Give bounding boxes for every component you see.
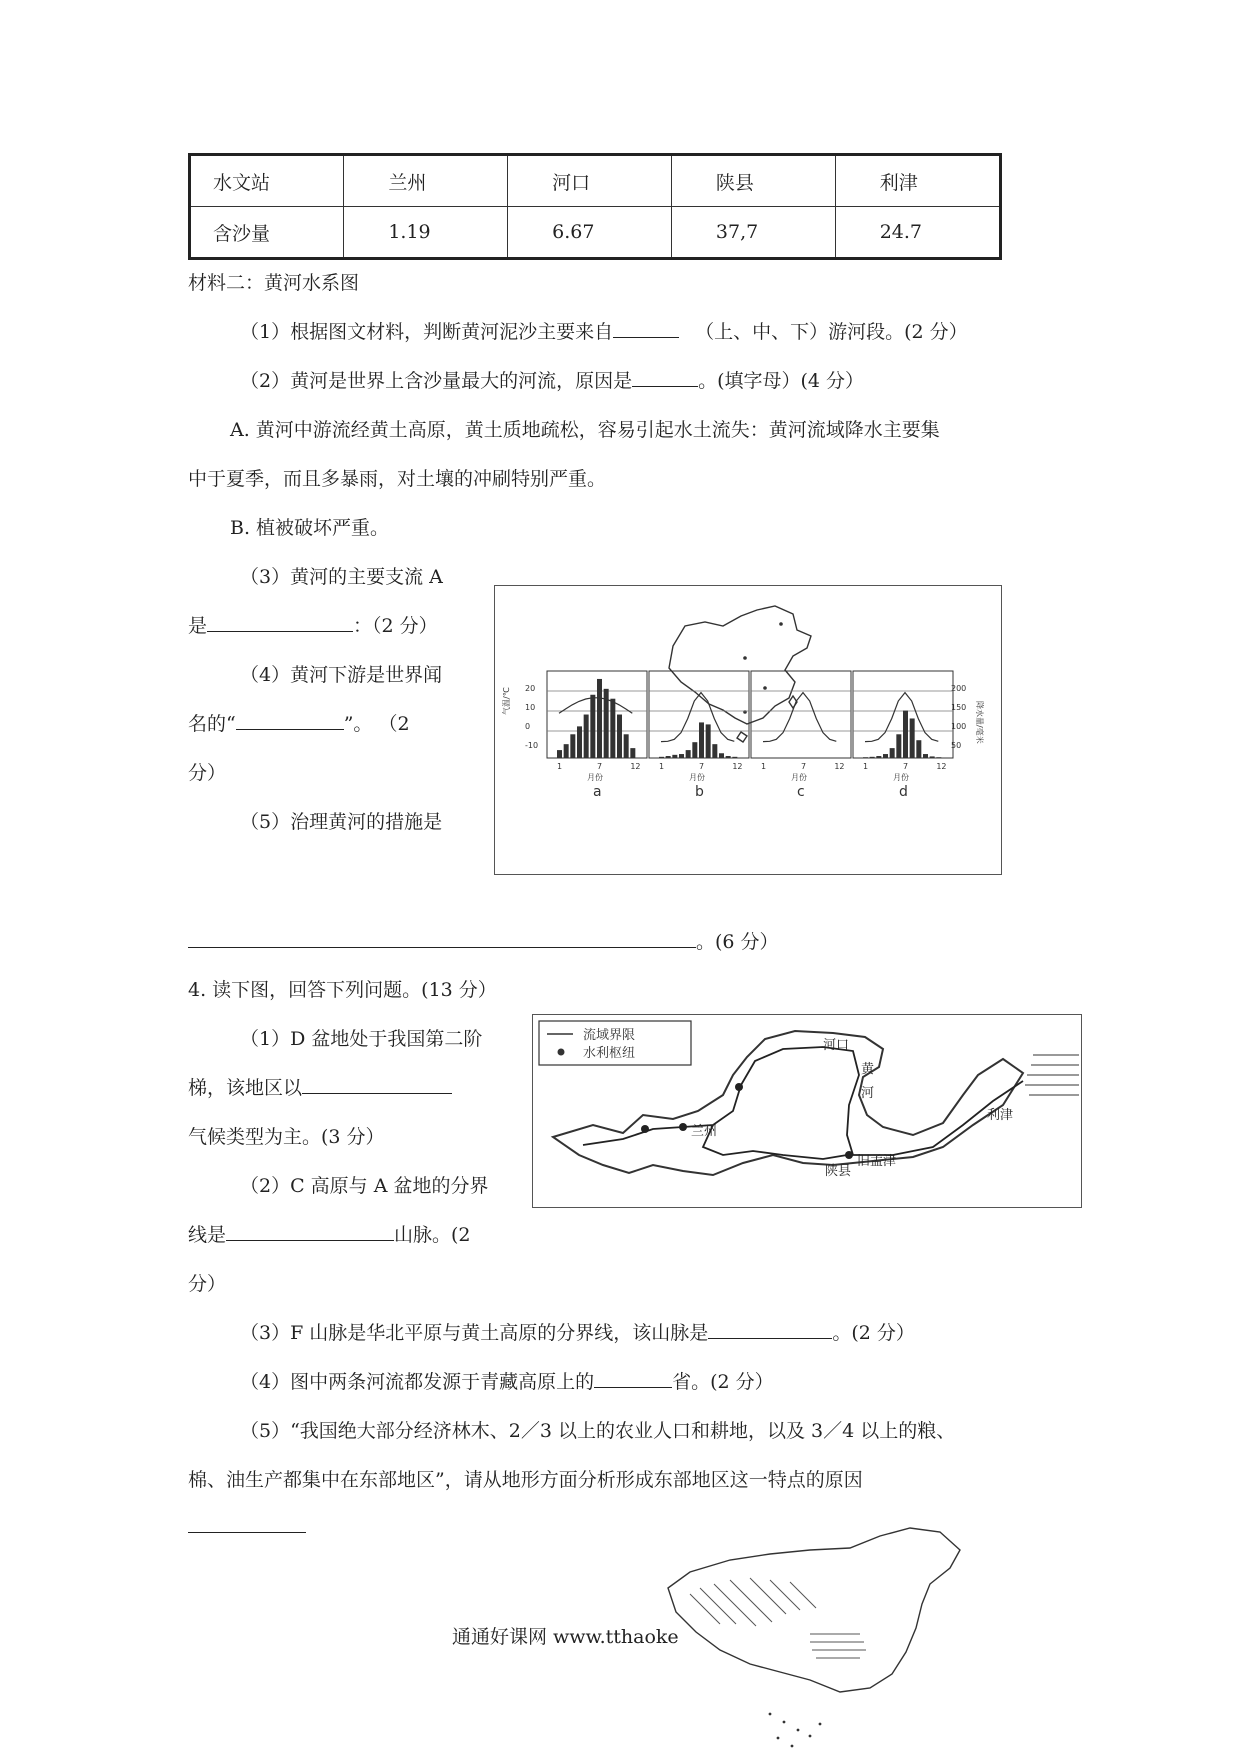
question-4-4: （4）图中两条河流都发源于青藏高原上的 省。(2 分）	[240, 1371, 774, 1393]
map-label-he: 河	[861, 1086, 875, 1101]
panel-label: a	[593, 784, 602, 800]
precip-bar	[890, 748, 895, 758]
table-cell: 1.19	[344, 207, 508, 259]
left-tick-label: 0	[525, 722, 531, 731]
x-tick-label: 7	[597, 762, 603, 771]
precip-bar	[719, 753, 724, 758]
precip-bar	[557, 750, 562, 758]
precip-bar	[590, 695, 595, 758]
hub-dots	[641, 1083, 853, 1159]
precip-bar	[876, 756, 881, 758]
precip-bar	[564, 744, 569, 758]
question-4-title: 4. 读下图，回答下列问题。(13 分）	[188, 979, 497, 1001]
precip-bar	[666, 756, 671, 758]
legend-boundary-label: 流域界限	[583, 1028, 636, 1043]
precip-bar	[916, 740, 921, 758]
precip-bar	[630, 748, 635, 758]
precip-bar	[617, 715, 622, 758]
precip-bar	[923, 754, 928, 758]
precip-bar	[712, 744, 717, 758]
right-tick-label: 100	[951, 722, 967, 731]
panel-label: d	[899, 784, 908, 800]
map-label-huang: 黄	[861, 1062, 875, 1077]
question-4-5-line2: 棉、油生产都集中在东部地区”，请从地形方面分析形成东部地区这一特点的原因	[188, 1469, 863, 1491]
right-tick-label: 200	[951, 684, 967, 693]
temp-curve	[865, 693, 938, 742]
answer-blank[interactable]	[226, 1222, 394, 1241]
x-tick-label: 1	[557, 762, 563, 771]
precip-bar	[699, 722, 704, 758]
climate-figure-svg	[495, 586, 1001, 874]
precip-bar	[706, 724, 711, 758]
question-4-3: （3）F 山脉是华北平原与黄土高原的分界线，该山脉是 。(2 分）	[240, 1322, 915, 1344]
table-header-cell: 陕县	[671, 155, 835, 207]
precip-bar	[570, 734, 575, 758]
map-label-lanzhou: 兰州	[691, 1124, 718, 1139]
answer-blank[interactable]	[302, 1075, 452, 1094]
left-tick-label: -10	[525, 741, 539, 750]
table-cell: 37,7	[671, 207, 835, 259]
table-header-cell: 利津	[835, 155, 1000, 207]
x-axis-label: 月份	[893, 773, 909, 782]
table-header-cell: 兰州	[344, 155, 508, 207]
question-4-2-line2: 线是 山脉。(2	[188, 1224, 471, 1246]
legend-hub-label: 水利枢纽	[583, 1046, 636, 1061]
question-4-1-line1: （1）D 盆地处于我国第二阶	[240, 1028, 483, 1050]
answer-blank[interactable]	[188, 1514, 306, 1533]
x-tick-label: 7	[801, 762, 807, 771]
climate-panel-c	[751, 671, 851, 800]
precip-bar	[624, 734, 629, 758]
map-label-jiumengjin: 旧孟津	[857, 1154, 897, 1169]
yellow-river-map-svg	[533, 1015, 1081, 1207]
hydro-station-table	[188, 153, 1002, 260]
panel-label: b	[695, 784, 704, 800]
x-tick-label: 12	[936, 762, 947, 771]
yellow-river-map	[532, 1014, 1082, 1208]
terrain-hatching	[690, 1578, 866, 1658]
table-row	[190, 155, 1001, 207]
question-3-3-line1: （3）黄河的主要支流 A	[240, 566, 443, 588]
question-4-1-line2: 梯，该地区以	[188, 1073, 452, 1100]
question-3-4-line1: （4）黄河下游是世界闻	[240, 664, 443, 686]
question-3-4-line3: 分）	[188, 762, 227, 784]
precip-bar	[584, 715, 589, 758]
climate-figure	[494, 585, 1002, 875]
climate-panel-d	[853, 671, 953, 800]
question-4-5-blank	[188, 1514, 306, 1538]
x-tick-label: 12	[630, 762, 641, 771]
panel-label: c	[797, 784, 805, 800]
precip-bar	[883, 754, 888, 758]
precip-bar	[936, 757, 941, 758]
right-tick-label: 150	[951, 703, 967, 712]
x-tick-label: 1	[863, 762, 869, 771]
x-tick-label: 1	[761, 762, 767, 771]
precip-bar	[910, 718, 915, 758]
answer-blank[interactable]	[188, 929, 696, 948]
question-3-3-line2: 是 ：（2 分）	[188, 615, 438, 637]
table-row-label: 含沙量	[190, 207, 344, 259]
precip-bar	[679, 754, 684, 758]
precip-bar	[726, 756, 731, 758]
option-a-line2: 中于夏季，而且多暴雨，对土壤的冲刷特别严重。	[188, 468, 607, 490]
x-tick-label: 12	[834, 762, 845, 771]
table-row	[190, 207, 1001, 259]
option-b: B. 植被破坏严重。	[230, 517, 390, 539]
climate-panel-b	[649, 671, 749, 800]
x-tick-label: 12	[732, 762, 743, 771]
china-outline-map	[669, 606, 811, 742]
right-axis-unit: 降水量/毫米	[975, 701, 984, 744]
footer-watermark: 通通好课网 www.tthaoke	[450, 1622, 681, 1649]
question-4-2-line1: （2）C 高原与 A 盆地的分界	[240, 1175, 489, 1197]
answer-blank[interactable]	[613, 319, 679, 338]
precip-bar	[903, 711, 908, 758]
table-cell: 6.67	[508, 207, 672, 259]
map-legend	[539, 1021, 691, 1065]
table-header-cell: 水文站	[190, 155, 344, 207]
right-tick-label: 50	[951, 741, 962, 750]
sea-hatching	[1025, 1055, 1079, 1095]
question-4-5-line1: （5）“我国绝大部分经济林木、2／3 以上的农业人口和耕地，以及 3／4 以上的粮、	[240, 1420, 956, 1442]
china-terrain-map	[660, 1524, 1000, 1754]
question-3-5-line1: （5）治理黄河的措施是	[240, 811, 443, 833]
temp-curve	[661, 693, 734, 742]
question-3-2: （2）黄河是世界上含沙量最大的河流，原因是 。(填字母）(4 分）	[240, 370, 865, 392]
precip-bar	[672, 755, 677, 758]
map-label-hekou: 河口	[823, 1038, 850, 1053]
left-axis-unit: 气温/℃	[502, 687, 511, 715]
answer-blank[interactable]	[632, 368, 698, 387]
table-cell: 24.7	[835, 207, 1000, 259]
answer-blank[interactable]	[708, 1320, 832, 1339]
left-tick-label: 10	[525, 703, 536, 712]
question-3-4-line2: 名的“ ”。 （2	[188, 713, 410, 735]
question-4-1-line3: 气候类型为主。(3 分）	[188, 1126, 385, 1148]
climate-panel-a	[547, 671, 647, 800]
map-label-shanxian: 陕县	[825, 1164, 852, 1179]
x-axis-label: 月份	[689, 773, 705, 782]
precip-bar	[930, 756, 935, 758]
left-tick-label: 20	[525, 684, 536, 693]
temp-curve	[763, 693, 836, 742]
question-4-2-line3: 分）	[188, 1273, 227, 1295]
answer-blank[interactable]	[236, 711, 344, 730]
island-dots	[769, 1713, 822, 1748]
precip-bar	[597, 679, 602, 758]
answer-blank[interactable]	[594, 1369, 672, 1388]
precip-bar	[659, 757, 664, 758]
china-terrain-map-svg	[660, 1524, 1000, 1754]
climate-charts	[501, 671, 985, 800]
precip-bar	[577, 726, 582, 758]
material-2-caption: 材料二：黄河水系图	[188, 272, 360, 294]
question-3-5-line2: 。(6 分）	[188, 927, 779, 954]
question-3-1: （1）根据图文材料，判断黄河泥沙主要来自 （上、中、下）游河段。(2 分）	[240, 321, 968, 343]
x-tick-label: 7	[699, 762, 705, 771]
precip-bar	[732, 757, 737, 758]
x-tick-label: 7	[903, 762, 909, 771]
x-tick-label: 1	[659, 762, 665, 771]
x-axis-label: 月份	[587, 773, 603, 782]
precip-bar	[686, 750, 691, 758]
precip-bar	[896, 734, 901, 758]
map-label-lijin: 利津	[987, 1108, 1014, 1123]
precip-bar	[870, 757, 875, 758]
precip-bar	[692, 742, 697, 758]
table-header-cell: 河口	[508, 155, 672, 207]
precip-bar	[863, 757, 868, 758]
x-axis-label: 月份	[791, 773, 807, 782]
precip-bar	[610, 699, 615, 758]
option-a-line1: A. 黄河中游流经黄土高原，黄土质地疏松，容易引起水土流失：黄河流域降水主要集	[230, 419, 940, 441]
answer-blank[interactable]	[207, 613, 353, 632]
